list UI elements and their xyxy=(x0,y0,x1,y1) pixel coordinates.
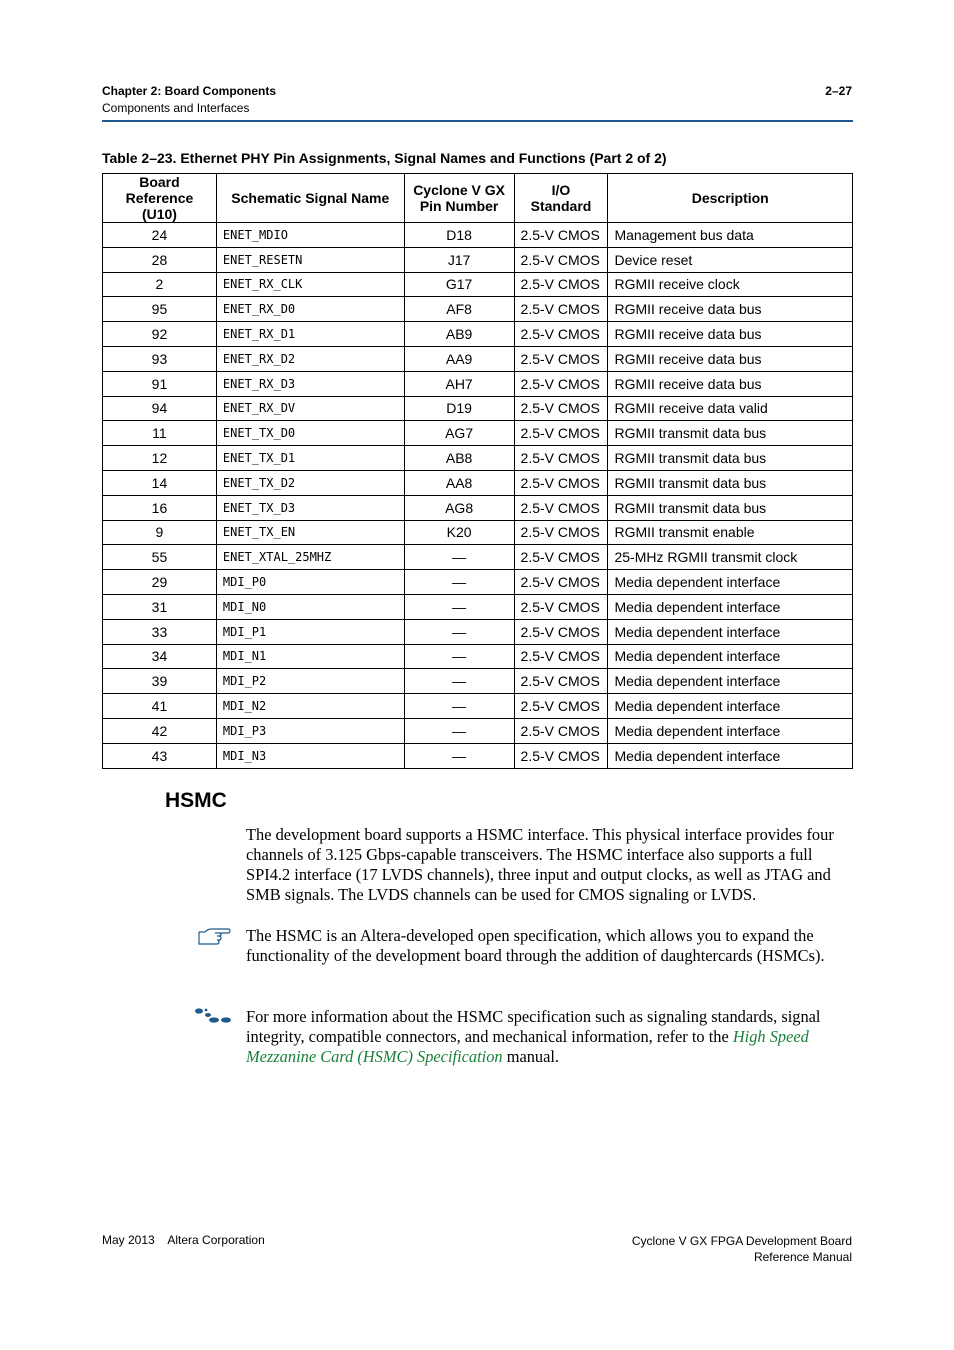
cell-description: RGMII receive data bus xyxy=(608,297,853,322)
cell-description: RGMII receive data bus xyxy=(608,346,853,371)
table-row xyxy=(103,570,853,595)
cell-description: RGMII receive data bus xyxy=(608,371,853,396)
cell-description: Media dependent interface xyxy=(608,718,853,743)
pin-assignment-table xyxy=(102,173,853,769)
cell-io-standard: 2.5-V CMOS xyxy=(514,371,608,396)
cell-pin-number: D18 xyxy=(404,223,514,248)
cell-io-standard: 2.5-V CMOS xyxy=(514,545,608,570)
cell-signal-name: ENET_RX_CLK xyxy=(216,272,404,297)
cell-pin-number: — xyxy=(404,594,514,619)
cell-board-ref: 92 xyxy=(103,322,217,347)
reference-suffix: manual. xyxy=(502,1047,560,1066)
cell-io-standard: 2.5-V CMOS xyxy=(514,446,608,471)
footer-manual-title xyxy=(632,1233,852,1265)
cell-board-ref: 39 xyxy=(103,669,217,694)
cell-pin-number: AG7 xyxy=(404,421,514,446)
table-row xyxy=(103,743,853,768)
cell-board-ref: 31 xyxy=(103,594,217,619)
cell-pin-number: — xyxy=(404,694,514,719)
cell-pin-number: D19 xyxy=(404,396,514,421)
table-row xyxy=(103,247,853,272)
cell-board-ref: 9 xyxy=(103,520,217,545)
cell-pin-number: — xyxy=(404,545,514,570)
table-row xyxy=(103,594,853,619)
cell-io-standard: 2.5-V CMOS xyxy=(514,644,608,669)
cell-board-ref: 43 xyxy=(103,743,217,768)
cell-signal-name: ENET_TX_D0 xyxy=(216,421,404,446)
cell-description: Media dependent interface xyxy=(608,570,853,595)
header-rule xyxy=(102,120,853,122)
cell-signal-name: MDI_N1 xyxy=(216,644,404,669)
cell-io-standard: 2.5-V CMOS xyxy=(514,619,608,644)
cell-signal-name: ENET_RX_D1 xyxy=(216,322,404,347)
cell-description: RGMII transmit data bus xyxy=(608,446,853,471)
cell-io-standard: 2.5-V CMOS xyxy=(514,396,608,421)
cell-description: RGMII transmit data bus xyxy=(608,470,853,495)
cell-signal-name: ENET_TX_D2 xyxy=(216,470,404,495)
cell-pin-number: — xyxy=(404,619,514,644)
cell-pin-number: — xyxy=(404,743,514,768)
col-header-io: I/O Standard xyxy=(514,174,608,223)
cell-board-ref: 94 xyxy=(103,396,217,421)
cell-description: RGMII transmit data bus xyxy=(608,495,853,520)
cell-io-standard: 2.5-V CMOS xyxy=(514,297,608,322)
cell-io-standard: 2.5-V CMOS xyxy=(514,694,608,719)
cell-board-ref: 29 xyxy=(103,570,217,595)
cell-board-ref: 93 xyxy=(103,346,217,371)
cell-description: RGMII receive data valid xyxy=(608,396,853,421)
cell-io-standard: 2.5-V CMOS xyxy=(514,346,608,371)
cell-signal-name: ENET_TX_EN xyxy=(216,520,404,545)
cell-pin-number: — xyxy=(404,669,514,694)
cell-board-ref: 28 xyxy=(103,247,217,272)
cell-signal-name: MDI_P1 xyxy=(216,619,404,644)
cell-io-standard: 2.5-V CMOS xyxy=(514,322,608,347)
table-row xyxy=(103,396,853,421)
table-row xyxy=(103,718,853,743)
cell-pin-number: AG8 xyxy=(404,495,514,520)
footprints-icon xyxy=(193,1008,233,1024)
cell-description: Media dependent interface xyxy=(608,644,853,669)
table-body xyxy=(103,223,853,769)
cell-pin-number: G17 xyxy=(404,272,514,297)
cell-signal-name: ENET_RESETN xyxy=(216,247,404,272)
cell-board-ref: 14 xyxy=(103,470,217,495)
cell-description: RGMII transmit data bus xyxy=(608,421,853,446)
cell-board-ref: 42 xyxy=(103,718,217,743)
cell-description: RGMII receive clock xyxy=(608,272,853,297)
cell-signal-name: MDI_N0 xyxy=(216,594,404,619)
cell-signal-name: ENET_RX_DV xyxy=(216,396,404,421)
cell-signal-name: MDI_P0 xyxy=(216,570,404,595)
cell-signal-name: MDI_P2 xyxy=(216,669,404,694)
cell-io-standard: 2.5-V CMOS xyxy=(514,669,608,694)
cell-pin-number: AF8 xyxy=(404,297,514,322)
cell-board-ref: 41 xyxy=(103,694,217,719)
cell-description: Management bus data xyxy=(608,223,853,248)
footer-date-company: May 2013 Altera Corporation xyxy=(102,1233,265,1247)
cell-io-standard: 2.5-V CMOS xyxy=(514,570,608,595)
table-row xyxy=(103,619,853,644)
cell-pin-number: — xyxy=(404,718,514,743)
cell-description: Media dependent interface xyxy=(608,669,853,694)
cell-signal-name: MDI_N2 xyxy=(216,694,404,719)
cell-io-standard: 2.5-V CMOS xyxy=(514,470,608,495)
reference-text: For more information about the HSMC specification such as signaling standards, signal integrity, compatible connectors, and mechanical information, refer to the xyxy=(246,1007,821,1046)
cell-pin-number: AA8 xyxy=(404,470,514,495)
cell-board-ref: 16 xyxy=(103,495,217,520)
cell-io-standard: 2.5-V CMOS xyxy=(514,520,608,545)
cell-signal-name: ENET_RX_D3 xyxy=(216,371,404,396)
page-number: 2–27 xyxy=(825,84,852,98)
cell-pin-number: AB8 xyxy=(404,446,514,471)
col-header-pin: Cyclone V GX Pin Number xyxy=(404,174,514,223)
cell-io-standard: 2.5-V CMOS xyxy=(514,718,608,743)
cell-pin-number: K20 xyxy=(404,520,514,545)
table-row xyxy=(103,694,853,719)
section-subtitle: Components and Interfaces xyxy=(102,101,250,115)
table-row xyxy=(103,669,853,694)
table-row xyxy=(103,495,853,520)
cell-description: Device reset xyxy=(608,247,853,272)
footer-doc-type: Reference Manual xyxy=(753,1250,852,1264)
cell-board-ref: 33 xyxy=(103,619,217,644)
footer-board-name: Cyclone V GX FPGA Development Board xyxy=(631,1234,852,1248)
cell-board-ref: 12 xyxy=(103,446,217,471)
cell-signal-name: ENET_MDIO xyxy=(216,223,404,248)
hsmc-spec-link[interactable]: High Speed Mezzanine Card (HSMC) Specification xyxy=(246,1027,809,1066)
cell-signal-name: MDI_P3 xyxy=(216,718,404,743)
cell-board-ref: 24 xyxy=(103,223,217,248)
table-row xyxy=(103,371,853,396)
cell-signal-name: ENET_XTAL_25MHZ xyxy=(216,545,404,570)
table-row xyxy=(103,446,853,471)
table-row xyxy=(103,421,853,446)
cell-board-ref: 95 xyxy=(103,297,217,322)
cell-signal-name: ENET_TX_D3 xyxy=(216,495,404,520)
table-row xyxy=(103,520,853,545)
table-row xyxy=(103,322,853,347)
cell-board-ref: 91 xyxy=(103,371,217,396)
cell-description: Media dependent interface xyxy=(608,619,853,644)
table-row xyxy=(103,644,853,669)
cell-pin-number: AA9 xyxy=(404,346,514,371)
cell-board-ref: 55 xyxy=(103,545,217,570)
cell-description: Media dependent interface xyxy=(608,743,853,768)
cell-board-ref: 11 xyxy=(103,421,217,446)
table-header-row xyxy=(103,174,853,223)
cell-io-standard: 2.5-V CMOS xyxy=(514,247,608,272)
cell-board-ref: 34 xyxy=(103,644,217,669)
cell-io-standard: 2.5-V CMOS xyxy=(514,421,608,446)
note-paragraph: The HSMC is an Altera-developed open specification, which allows you to expand the functionality of the development board through the addition of daughtercards (HSMCs). xyxy=(246,926,825,965)
cell-signal-name: ENET_TX_D1 xyxy=(216,446,404,471)
table-caption: Table 2–23. Ethernet PHY Pin Assignments, Signal Names and Functions (Part 2 of 2) xyxy=(102,150,667,166)
cell-pin-number: — xyxy=(404,570,514,595)
cell-io-standard: 2.5-V CMOS xyxy=(514,495,608,520)
cell-signal-name: ENET_RX_D2 xyxy=(216,346,404,371)
table-row xyxy=(103,297,853,322)
cell-signal-name: ENET_RX_D0 xyxy=(216,297,404,322)
table-row xyxy=(103,272,853,297)
cell-io-standard: 2.5-V CMOS xyxy=(514,223,608,248)
hand-pointer-icon xyxy=(197,926,231,946)
table-row xyxy=(103,470,853,495)
cell-pin-number: — xyxy=(404,644,514,669)
col-header-board-ref: Board Reference (U10) xyxy=(103,174,217,223)
cell-pin-number: AB9 xyxy=(404,322,514,347)
reference-paragraph xyxy=(246,1007,856,1067)
cell-description: RGMII transmit enable xyxy=(608,520,853,545)
cell-board-ref: 2 xyxy=(103,272,217,297)
cell-signal-name: MDI_N3 xyxy=(216,743,404,768)
cell-pin-number: J17 xyxy=(404,247,514,272)
cell-description: RGMII receive data bus xyxy=(608,322,853,347)
cell-description: Media dependent interface xyxy=(608,694,853,719)
cell-io-standard: 2.5-V CMOS xyxy=(514,272,608,297)
cell-description: 25-MHz RGMII transmit clock xyxy=(608,545,853,570)
cell-io-standard: 2.5-V CMOS xyxy=(514,594,608,619)
table-row xyxy=(103,346,853,371)
col-header-signal: Schematic Signal Name xyxy=(216,174,404,223)
chapter-title: Chapter 2: Board Components xyxy=(102,84,277,98)
cell-pin-number: AH7 xyxy=(404,371,514,396)
cell-io-standard: 2.5-V CMOS xyxy=(514,743,608,768)
section-title: HSMC xyxy=(165,789,227,812)
table-row xyxy=(103,545,853,570)
section-paragraph: The development board supports a HSMC interface. This physical interface provides four channels of 3.125 Gbps-capable transceivers. The HSMC interface also supports a full SPI4.2 interface (17 LVDS channels), three input and output clocks, as well as JTAG and SMB signals. The LVDS channels can be used for CMOS signaling or LVDS. xyxy=(246,825,834,904)
cell-description: Media dependent interface xyxy=(608,594,853,619)
col-header-description: Description xyxy=(608,174,853,223)
table-row xyxy=(103,223,853,248)
